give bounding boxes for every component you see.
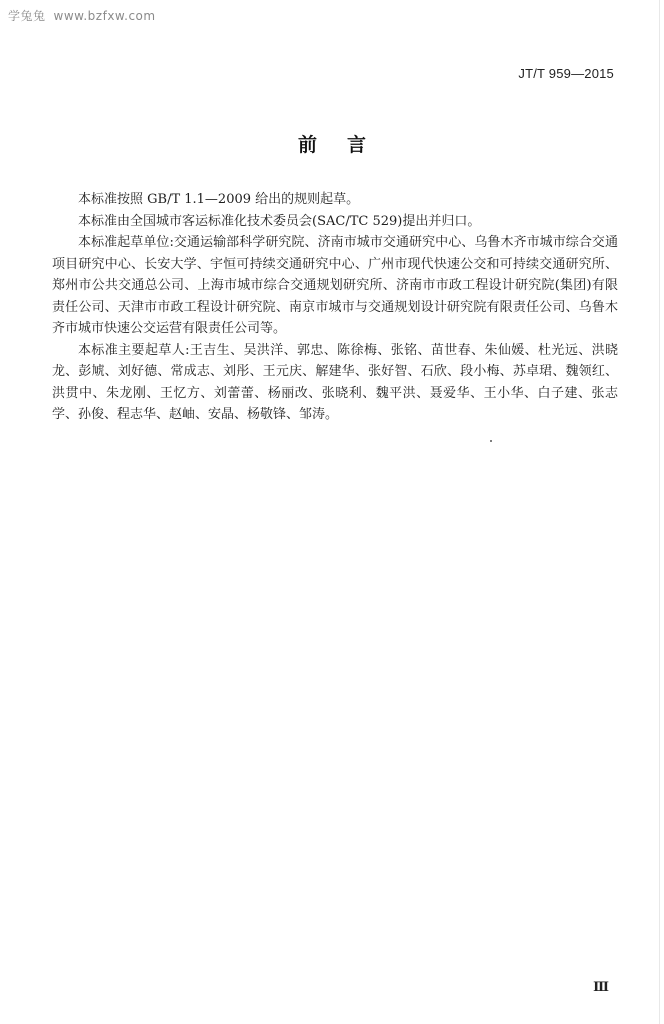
paragraph-drafting-units: 本标准起草单位:交通运输部科学研究院、济南市城市交通研究中心、乌鲁木齐市城市综合交通项目研究中心、长安大学、宇恒可持续交通研究中心、广州市现代快速公交和可持续交通研究所、郑州市公共交通总公司、上海市城市综合交通规划研究所、济南市市政工程设计研究院(集团)有限责任公司、天津市市政工程设计研究院、南京市城市与交通规划设计研究院有限责任公司、乌鲁木齐市城市快速公交运营有限责任公司等。 [52,235,618,336]
paragraph-drafters: 本标准主要起草人:王吉生、吴洪洋、郭忠、陈徐梅、张铭、苗世春、朱仙媛、杜光远、洪晓龙、彭虓、刘好德、常成志、刘彤、王元庆、解建华、张好智、石欣、段小梅、苏卓珺、魏领红、洪贯中、朱龙刚、王忆方、刘蕾蕾、杨丽改、张晓利、魏平洪、聂爱华、王小华、白子建、张志学、孙俊、程志华、赵岫、安晶、杨敬锋、邹涛。 [52,342,618,422]
foreword-body [52,189,618,426]
watermark [8,7,156,24]
standard-number: JT/T 959—2015 [518,66,614,81]
paragraph-drafting-rules: 本标准按照 GB/T 1.1—2009 给出的规则起草。 [78,192,360,207]
paragraph-proposer: 本标准由全国城市客运标准化技术委员会(SAC/TC 529)提出并归口。 [78,213,481,229]
watermark-site: www.bzfxw.com [53,9,156,23]
page-number: Ⅲ [593,980,609,995]
page-title: 前言 [297,134,396,156]
scan-speck [490,440,492,442]
watermark-brand: 学兔兔 [8,9,46,23]
